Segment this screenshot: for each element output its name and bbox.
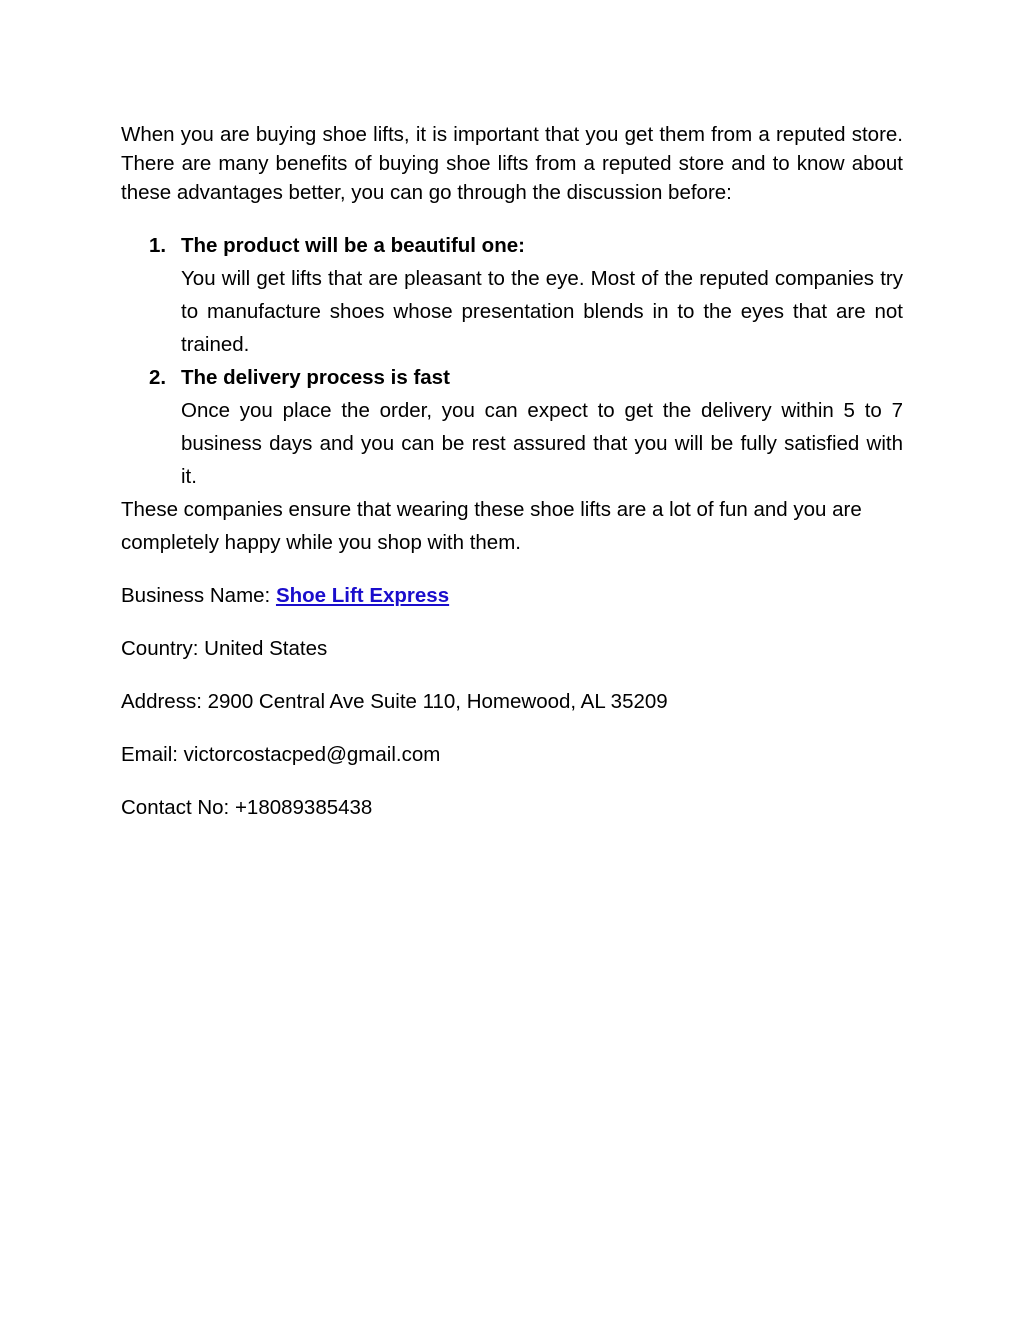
list-item-number: 1. (149, 234, 167, 257)
country-label: Country: (121, 637, 205, 660)
business-name-label: Business Name: (121, 584, 276, 607)
contact-line (121, 794, 903, 822)
intro-paragraph: When you are buying shoe lifts, it is important that you get them from a reputed store. There are many benefits of buying shoe lifts from a reputed store and to know about these advantages better, you can go through the discussion before: (121, 123, 903, 204)
list-item-body: You will get lifts that are pleasant to the eye. Most of the reputed companies try to manufacture shoes whose presentation blends in to the eyes that are not trained. (181, 267, 903, 356)
country-value: United States (204, 637, 328, 660)
document-page (121, 120, 903, 822)
list-item-title: The delivery process is fast (181, 366, 450, 389)
email-line (121, 741, 903, 769)
country-line (121, 635, 903, 663)
email-value: victorcostacped@gmail.com (183, 743, 441, 766)
contact-label: Contact No: (121, 796, 235, 819)
email-label: Email: (121, 743, 184, 766)
address-line (121, 688, 903, 716)
list-item (121, 361, 903, 493)
address-label: Address: (121, 690, 208, 713)
list-item (121, 229, 903, 361)
closing-paragraph: These companies ensure that wearing these shoe lifts are a lot of fun and you are completely happy while you shop with them. (121, 498, 862, 554)
business-name-line (121, 582, 903, 610)
list-item-title: The product will be a beautiful one: (181, 234, 525, 257)
list-item-body: Once you place the order, you can expect to get the delivery within 5 to 7 business days and you can be rest assured that you will be fully satisfied with it. (181, 399, 903, 488)
address-value: 2900 Central Ave Suite 110, Homewood, AL 35209 (207, 690, 668, 713)
benefits-list (121, 229, 903, 493)
list-item-number: 2. (149, 366, 167, 389)
business-name-link[interactable]: Shoe Lift Express (275, 584, 450, 607)
contact-value: +18089385438 (234, 796, 373, 819)
